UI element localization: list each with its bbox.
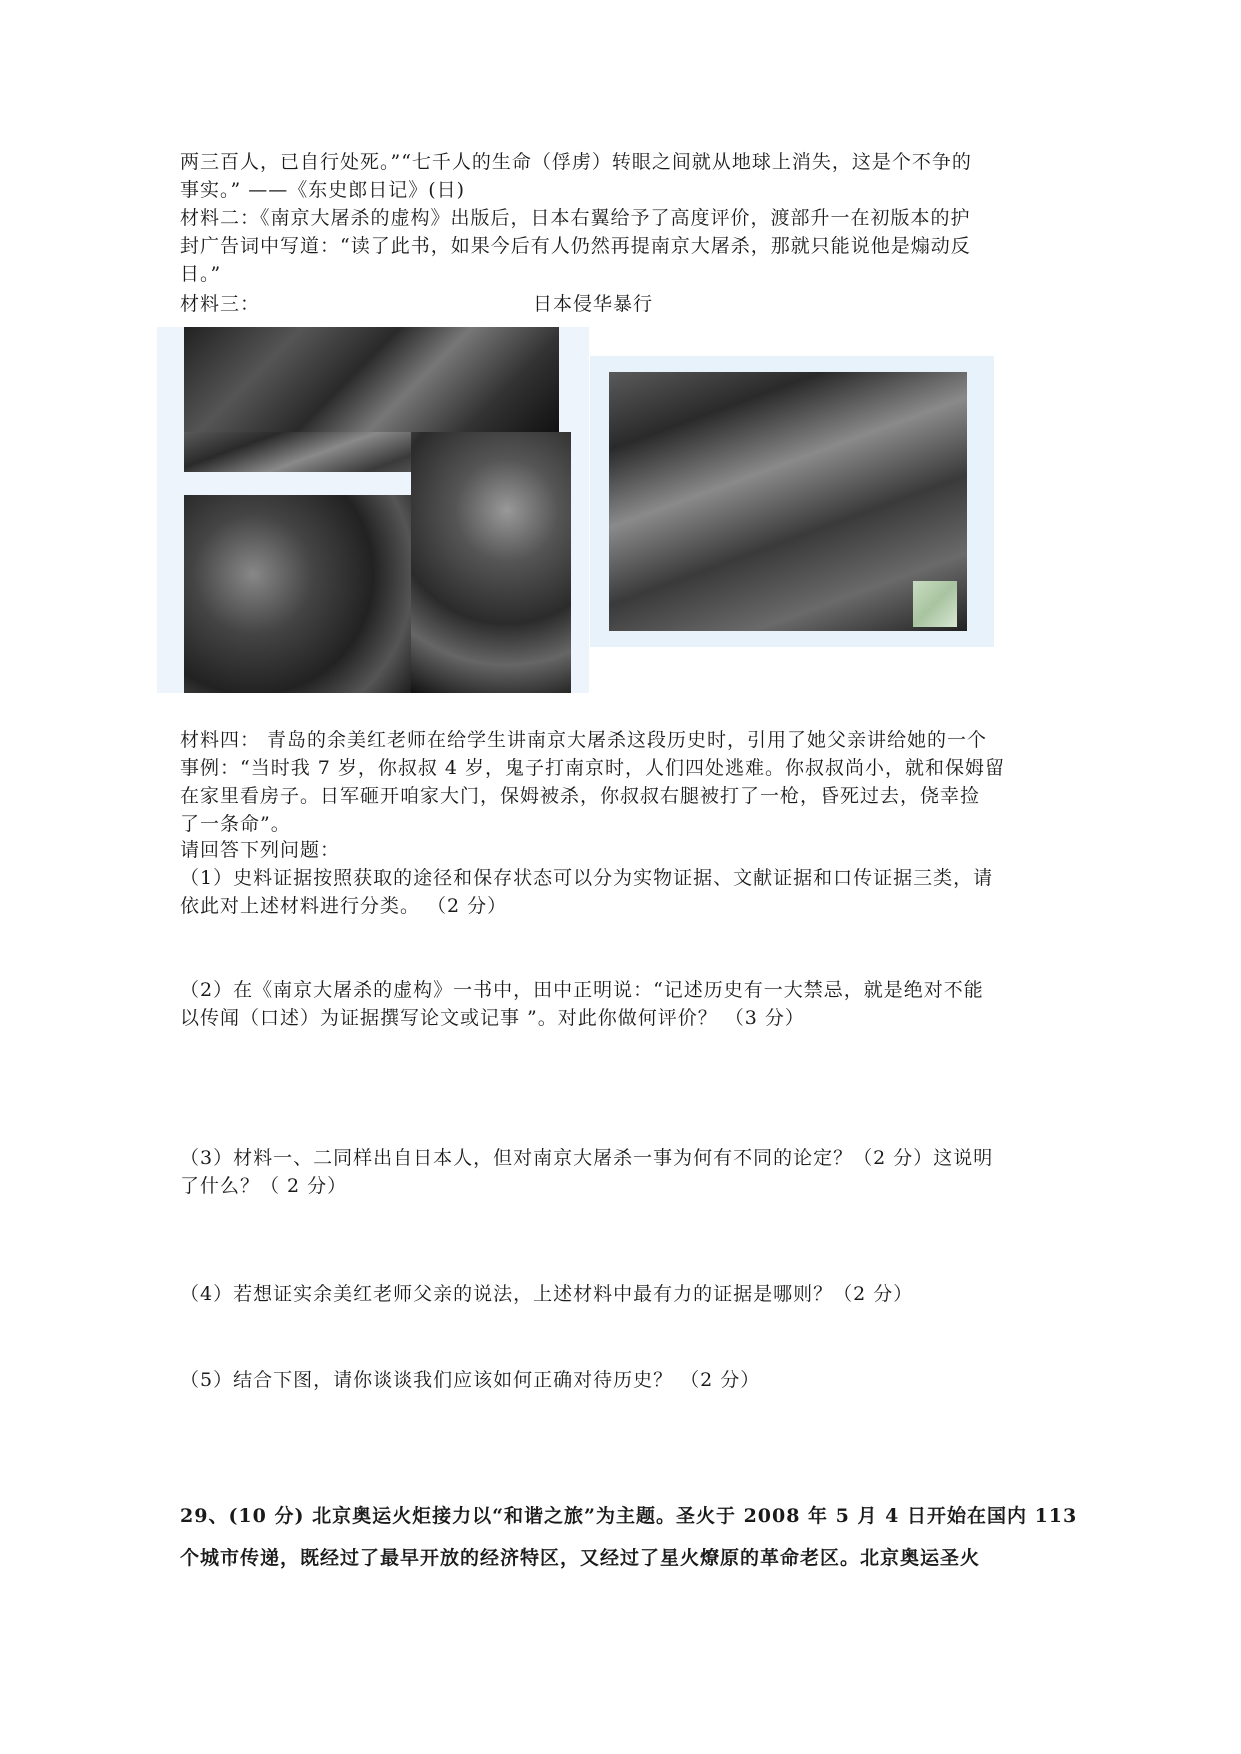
photo-image [184, 495, 414, 693]
photo-image [411, 432, 571, 693]
text-line: 了一条命”。 [180, 813, 291, 835]
question-1: （1）史料证据按照获取的途径和保存状态可以分为实物证据、文献证据和口传证据三类，请 [180, 867, 994, 889]
text-line: 封广告词中写道：“读了此书，如果今后有人仍然再提南京大屠杀，那就只能说他是煽动反 [180, 235, 971, 257]
question-2-cont: 以传闻（口述）为证据撰写论文或记事 ”。对此你做何评价？ （3 分） [180, 1007, 805, 1029]
question-4: （4）若想证实余美红老师父亲的说法，上述材料中最有力的证据是哪则？（2 分） [180, 1283, 914, 1305]
photo-image [184, 327, 559, 432]
photo-right-frame [590, 356, 994, 647]
question-3: （3）材料一、二同样出自日本人，但对南京大屠杀一事为何有不同的论定？（2 分）这说明 [180, 1147, 994, 1169]
text-line: 两三百人，已自行处死。”“七千人的生命（俘虏）转眼之间就从地球上消失，这是个不争的 [180, 151, 972, 173]
text-line: 在家里看房子。日军砸开咱家大门，保姆被杀，你叔叔右腿被打了一枪，昏死过去，侥幸捡 [180, 785, 981, 807]
material-three-label: 材料三： [180, 293, 261, 315]
question-5: （5）结合下图，请你谈谈我们应该如何正确对待历史？ （2 分） [180, 1369, 761, 1391]
text-line: 材料二：《南京大屠杀的虚构》出版后，日本右翼给予了高度评价，渡部升一在初版本的护 [180, 207, 971, 229]
photo-caption: 日本侵华暴行 [533, 293, 654, 315]
question-2: （2）在《南京大屠杀的虚构》一书中，田中正明说：“记述历史有一大禁忌，就是绝对不能 [180, 979, 984, 1001]
question-29-cont: 个城市传递，既经过了最早开放的经济特区，又经过了星火燎原的革命老区。北京奥运圣火 [180, 1547, 981, 1569]
text-line: 材料四： 青岛的余美红老师在给学生讲南京大屠杀这段历史时，引用了她父亲讲给她的一个 [180, 729, 988, 751]
question-3-cont: 了什么？（ 2 分） [180, 1175, 348, 1197]
question-1-cont: 依此对上述材料进行分类。 （2 分） [180, 895, 508, 917]
text-line: 事实。” ——《东史郎日记》(日) [180, 179, 466, 201]
text-line: 日。” [180, 263, 222, 285]
question-29: 29、(10 分) 北京奥运火炬接力以“和谐之旅”为主题。圣火于 2008 年 5 月 4 日开始在国内 113 [180, 1505, 1078, 1527]
blurred-mark [913, 581, 957, 627]
photo-collage-left [157, 327, 589, 693]
instruction-text: 请回答下列问题： [180, 839, 341, 861]
text-line: 事例：“当时我 7 岁，你叔叔 4 岁，鬼子打南京时，人们四处逃难。你叔叔尚小，就和保姆留 [180, 757, 1006, 779]
